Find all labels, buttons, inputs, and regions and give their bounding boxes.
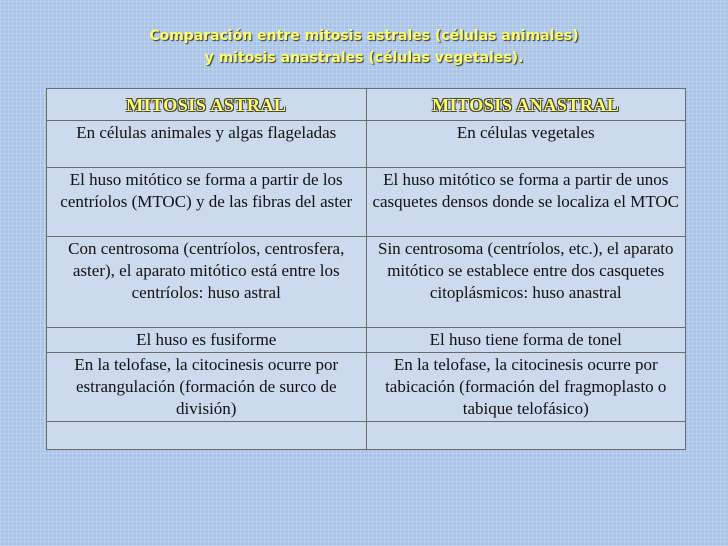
table-cell: En células animales y algas flageladas xyxy=(47,121,367,168)
table-cell: Con centrosoma (centríolos, centrosfera, aster), el aparato mitótico está entre los centríolos: huso astral xyxy=(47,237,367,328)
table-cell: El huso tiene forma de tonel xyxy=(366,328,686,353)
table-cell: El huso mitótico se forma a partir de los centríolos (MTOC) y de las fibras del aster xyxy=(47,168,367,237)
table-cell xyxy=(366,422,686,450)
slide-title-line-2: y mitosis anastrales (células vegetales). xyxy=(204,50,524,66)
table-row xyxy=(47,353,686,422)
table-cell: El huso es fusiforme xyxy=(47,328,367,353)
comparison-table xyxy=(46,88,686,450)
header-mitosis-astral: MITOSIS ASTRAL xyxy=(47,89,367,121)
table-row xyxy=(47,237,686,328)
table-cell: En células vegetales xyxy=(366,121,686,168)
table-row-empty xyxy=(47,422,686,450)
header-mitosis-anastral: MITOSIS ANASTRAL xyxy=(366,89,686,121)
table-cell: El huso mitótico se forma a partir de unos casquetes densos donde se localiza el MTOC xyxy=(366,168,686,237)
table-cell xyxy=(47,422,367,450)
table-row xyxy=(47,121,686,168)
slide-title xyxy=(0,25,728,69)
table-row xyxy=(47,168,686,237)
table-cell: En la telofase, la citocinesis ocurre por estrangulación (formación de surco de división) xyxy=(47,353,367,422)
table-header-row xyxy=(47,89,686,121)
table-cell: En la telofase, la citocinesis ocurre por tabicación (formación del fragmoplasto o tabique telofásico) xyxy=(366,353,686,422)
table-row xyxy=(47,328,686,353)
slide-title-line-1: Comparación entre mitosis astrales (células animales) xyxy=(149,28,579,44)
table-cell: Sin centrosoma (centríolos, etc.), el aparato mitótico se establece entre dos casquetes citoplásmicos: huso anastral xyxy=(366,237,686,328)
